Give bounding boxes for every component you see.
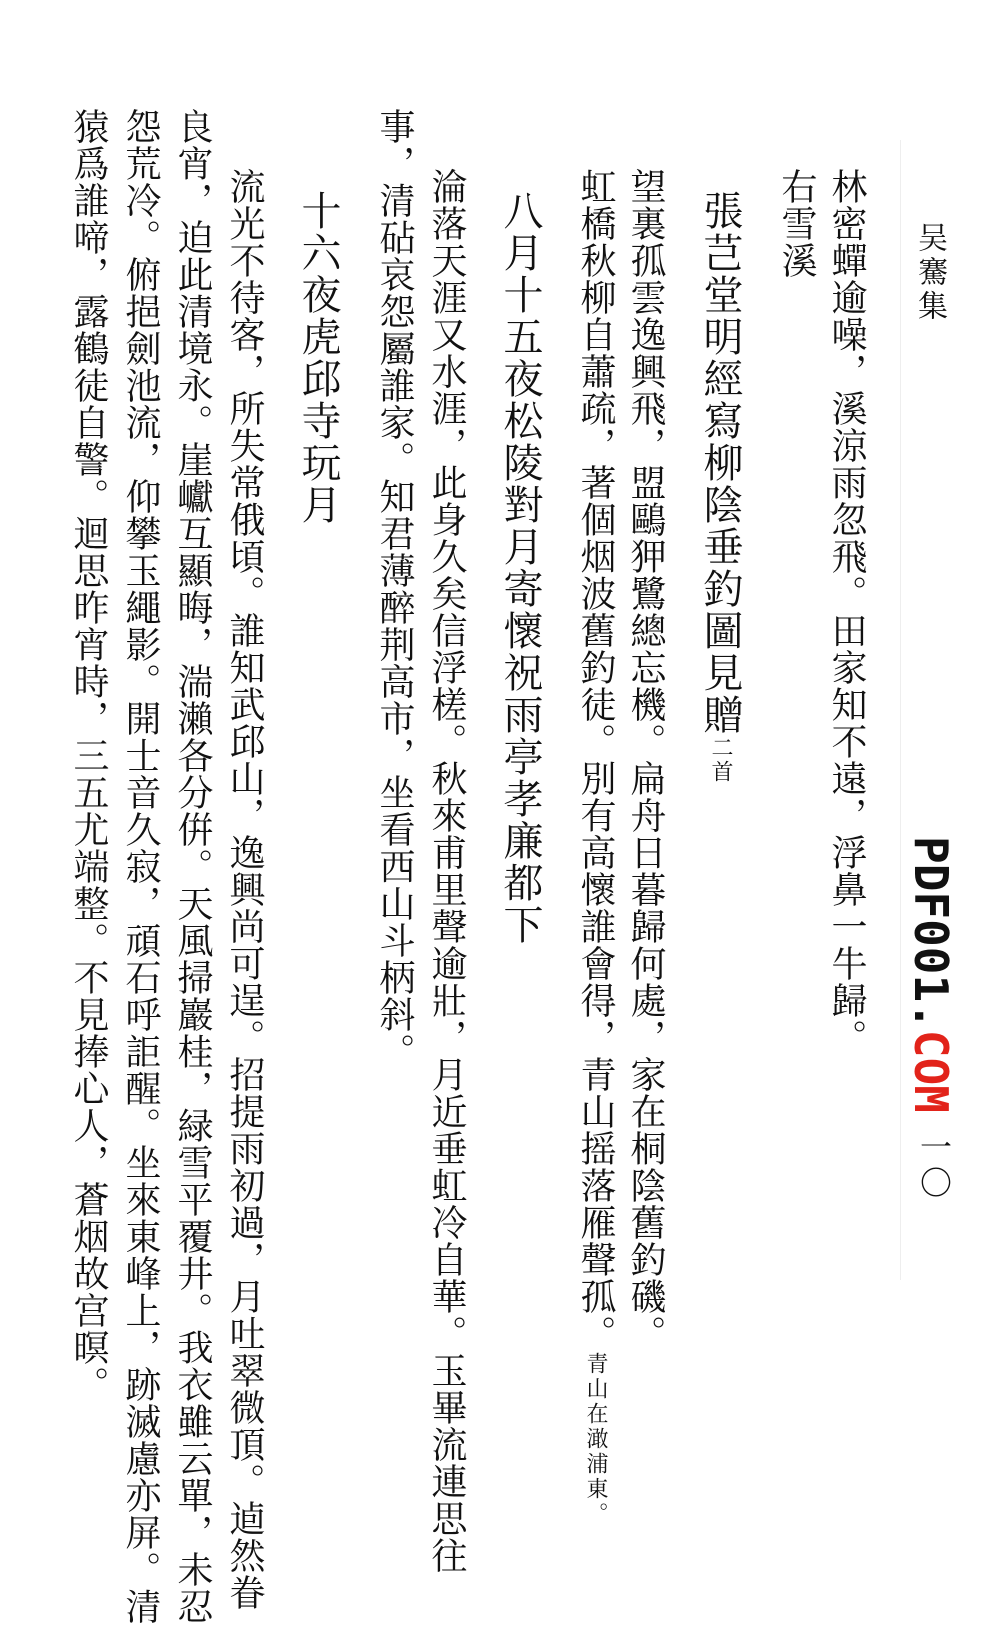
text-column-5: [575, 168, 616, 1527]
text-column-1: 林密蟬逾噪，溪涼雨忽飛。田家知不遠，浮鼻一牛歸。: [826, 168, 867, 1056]
watermark: [904, 836, 958, 1113]
poem-title-2: 八月十五夜松陵對月寄懷祝雨亭孝廉都下: [497, 190, 543, 946]
watermark-suffix: COM: [904, 1029, 958, 1113]
page-number: 一〇: [915, 1130, 953, 1202]
text-column-5-note: 青山在澉浦東。: [583, 1352, 608, 1527]
text-column-4: 望裏孤雲逸興飛，盟鷗狎鷺總忘機。扁舟日暮歸何處，家在桐陰舊釣磯。: [625, 168, 666, 1352]
text-column-2: 右雪溪: [776, 168, 817, 279]
poem-title-3: 十六夜虎邱寺玩月: [295, 190, 341, 526]
text-column-12: 怨荒冷。俯挹劍池流，仰攀玉繩影。開士音久寂，頑石呼詎醒。坐來東峰上，跡滅慮亦屏。清: [120, 108, 161, 1625]
text-column-10: 流光不待客，所失常俄頃。誰知武邱山，逸興尚可逞。招提雨初過，月吐翠微頂。逌然眷: [224, 168, 265, 1611]
text-column-11: 良宵，迫此清境永。崖巘互顯晦，湍瀨各分倂。天風掃巖桂，緑雪平覆井。我衣雖云單，未忍: [172, 108, 213, 1625]
poem-title-1-note: 二首: [708, 736, 733, 784]
gutter-rule: [900, 140, 901, 1280]
text-column-7: 淪落天涯又水涯，此身久矣信浮槎。秋來甫里聲逾壯，月近垂虹冷自華。玉畢流連思往: [426, 168, 467, 1574]
text-column-13: 猿爲誰啼，露鶴徒自警。迴思昨宵時，三五尤端整。不見捧心人，蒼烟故宫暝。: [68, 108, 109, 1403]
text-column-8: 事，清砧哀怨屬誰家。知君薄醉荆高市，坐看西山斗柄斜。: [374, 108, 415, 1070]
book-title: 吴騫集: [912, 222, 947, 324]
text-column-5-text: 虹橋秋柳自蕭疏，著個烟波舊釣徒。別有高懷誰會得，青山摇落雁聲孤。: [575, 168, 616, 1352]
watermark-prefix: PDF001.: [904, 836, 958, 1030]
poem-title-1: [697, 190, 743, 784]
poem-title-1-text: 張芑堂明經寫柳陰垂釣圖見贈: [697, 190, 743, 736]
